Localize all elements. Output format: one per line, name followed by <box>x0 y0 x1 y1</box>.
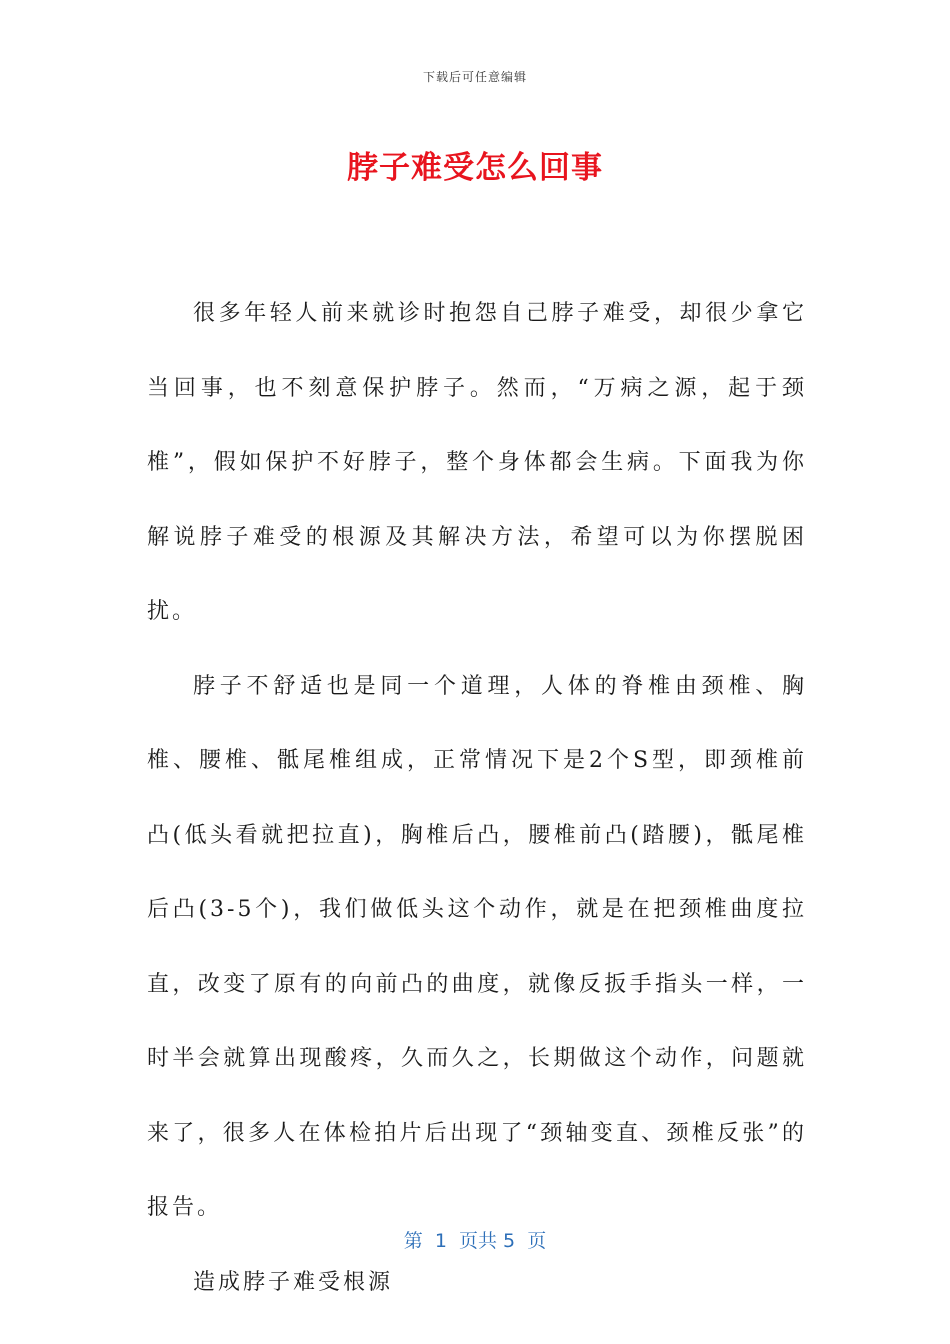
section-heading: 造成脖子难受根源 <box>193 1269 394 1295</box>
document-body <box>147 277 807 1320</box>
body-paragraph: 脖子不舒适也是同一个道理，人体的脊椎由颈椎、胸椎、腰椎、骶尾椎组成，正常情况下是2个S型，即颈椎前凸(低头看就把拉直)，胸椎后凸，腰椎前凸(踏腰)，骶尾椎后凸(3-5个)，我们做低头这个动作，就是在把颈椎曲度拉直，改变了原有的向前凸的曲度，就像反扳手指头一样，一时半会就算出现酸疼，久而久之，长期做这个动作，问题就来了，很多人在体检拍片后出现了“颈轴变直、颈椎反张”的报告。 <box>147 673 807 1220</box>
page-header-note: 下载后可任意编辑 <box>422 70 527 84</box>
body-paragraph: 很多年轻人前来就诊时抱怨自己脖子难受，却很少拿它当回事，也不刻意保护脖子。然而，“万病之源，起于颈椎”，假如保护不好脖子，整个身体都会生病。下面我为你解说脖子难受的根源及其解决方法，希望可以为你摆脱困扰。 <box>147 301 807 624</box>
page-number-footer: 第 1 页共 5 页 <box>403 1230 547 1252</box>
document-title: 脖子难受怎么回事 <box>347 150 603 186</box>
